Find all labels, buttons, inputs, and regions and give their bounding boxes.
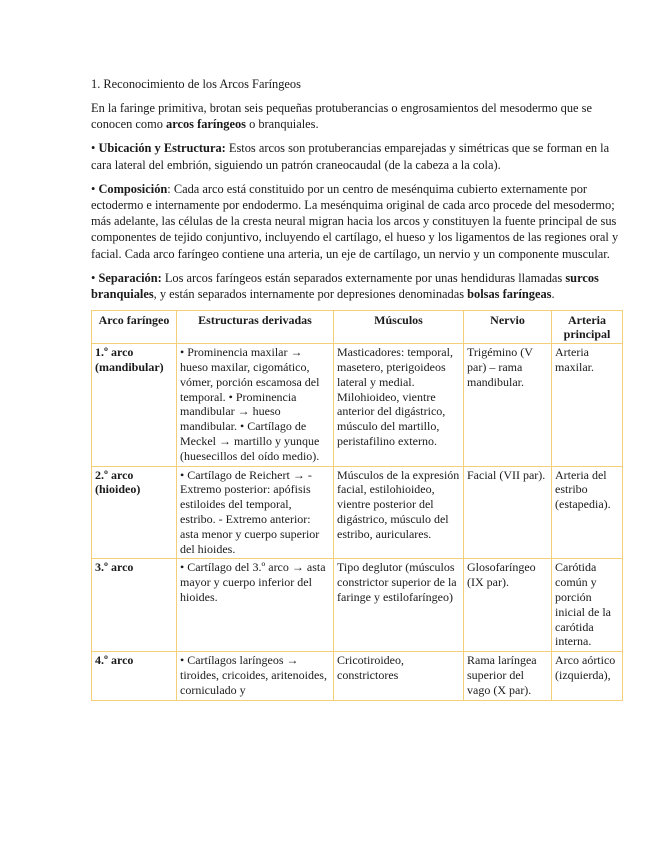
- intro-text: En la faringe primitiva, brotan seis pequeñas protuberancias o engrosamientos del mesodermo que se conocen como: [91, 101, 592, 132]
- arteria-cell: Carótida común y porción inicial de la carótida interna.: [552, 559, 623, 652]
- estructuras-cell: • Prominencia maxilar → hueso maxilar, cigomático, vómer, porción escamosa del temporal. • Prominencia mandibular → hueso mandibular. • Cartílago de Meckel → martillo y yunque (huesecillos del oído medio).: [177, 344, 334, 466]
- estructuras-cell: • Cartílagos laríngeos → tiroides, cricoides, aritenoides, corniculado y: [177, 652, 334, 700]
- separacion-bold-term: surcos branquiales: [91, 270, 599, 302]
- column-header: Arteria principal: [552, 311, 623, 344]
- intro-text-end: o branquiales.: [245, 117, 319, 132]
- separacion-paragraph: • Separación: Los arcos faríngeos están separados externamente por unas hendiduras llamadas surcos branquiales, y están separados internamente por depresiones denominadas bolsas faríngeas.: [91, 270, 599, 302]
- composicion-label: Composición: [98, 181, 168, 196]
- estructuras-cell: • Cartílago del 3.º arco → asta mayor y cuerpo inferior del hioides.: [177, 559, 334, 652]
- table-header-row: [92, 311, 623, 344]
- arco-cell: 2.º arco (hioideo): [92, 466, 177, 559]
- intro-bold-term: arcos faríngeos: [166, 117, 246, 132]
- nervio-cell: Rama laríngea superior del vago (X par).: [464, 652, 552, 700]
- nervio-cell: Trigémino (V par) – rama mandibular.: [464, 344, 552, 466]
- column-header: Nervio: [464, 311, 552, 344]
- table-row: [92, 652, 623, 700]
- arco-cell: 1.º arco (mandibular): [92, 344, 177, 466]
- column-header: Músculos: [334, 311, 464, 344]
- ubicacion-label: Ubicación y Estructura:: [98, 141, 226, 156]
- separacion-text: .: [551, 287, 555, 302]
- arco-cell: 3.º arco: [92, 559, 177, 652]
- separacion-text: , y están separados internamente por depresiones denominadas: [153, 287, 468, 302]
- musculos-cell: Tipo deglutor (músculos constrictor superior de la faringe y estilofaríngeo): [334, 559, 464, 652]
- separacion-label: Separación:: [98, 270, 162, 285]
- table-row: [92, 344, 623, 466]
- section-heading: 1. Reconocimiento de los Arcos Faríngeos: [91, 77, 301, 91]
- column-header: Estructuras derivadas: [177, 311, 334, 344]
- table-row: [92, 559, 623, 652]
- arteria-cell: Arco aórtico (izquierda),: [552, 652, 623, 700]
- arteria-cell: Arteria maxilar.: [552, 344, 623, 466]
- nervio-cell: Facial (VII par).: [464, 466, 552, 559]
- musculos-cell: Músculos de la expresión facial, estilohioideo, vientre posterior del digástrico, músculo del estribo, auriculares.: [334, 466, 464, 559]
- composicion-paragraph: • Composición: Cada arco está constituido por un centro de mesénquima cubierto externamente por ectodermo e internamente por endodermo. La mesénquima original de cada arco procede del mesodermo; más adelante, las células de la cresta neural migran hacia los arcos y constituyen la fuente principal de sus componentes de tejido conjuntivo, incluyendo el cartílago, el hueso y los ligamentos de las regiones oral y facial. Cada arco faríngeo contiene una arteria, un eje de cartílago, un nervio y un componente muscular.: [91, 181, 619, 261]
- estructuras-cell: • Cartílago de Reichert → - Extremo posterior: apófisis estiloides del temporal, estribo. - Extremo anterior: asta menor y cuerpo superior del hioides.: [177, 466, 334, 559]
- nervio-cell: Glosofaríngeo (IX par).: [464, 559, 552, 652]
- arco-cell: 4.º arco: [92, 652, 177, 700]
- separacion-bold-term: bolsas faríngeas: [467, 287, 552, 302]
- column-header: Arco faríngeo: [92, 311, 177, 344]
- ubicacion-paragraph: • Ubicación y Estructura: Estos arcos son protuberancias emparejadas y simétricas que se forman en la cara lateral del embrión, siguiendo un patrón craneocaudal (de la cabeza a la cola).: [91, 141, 610, 172]
- table-row: [92, 466, 623, 559]
- musculos-cell: Masticadores: temporal, masetero, pterigoideos lateral y medial. Milohioideo, vientre anterior del digástrico, músculo del martillo, peristafilino externo.: [334, 344, 464, 466]
- composicion-text: : Cada arco está constituido por un centro de mesénquima cubierto externamente por ectodermo e internamente por endodermo. La mesénquima original de cada arco procede del mesodermo; más adelante, las células de la cresta neural migran hacia los arcos y constituyen la fuente principal de sus componentes de tejido conjuntivo, incluyendo el cartílago, el hueso y los ligamentos de las regiones oral y facial. Cada arco faríngeo contiene una arteria, un eje de cartílago, un nervio y un componente muscular.: [91, 181, 619, 261]
- musculos-cell: Cricotiroideo, constrictores: [334, 652, 464, 700]
- arcs-table: [91, 310, 623, 700]
- arteria-cell: Arteria del estribo (estapedia).: [552, 466, 623, 559]
- intro-paragraph: [91, 100, 621, 132]
- separacion-text: Los arcos faríngeos están separados externamente por unas hendiduras llamadas: [161, 270, 566, 285]
- document-content: [91, 76, 621, 701]
- ubicacion-text: Estos arcos son protuberancias emparejadas y simétricas que se forman en la cara lateral del embrión, siguiendo un patrón craneocaudal (de la cabeza a la cola).: [91, 141, 610, 172]
